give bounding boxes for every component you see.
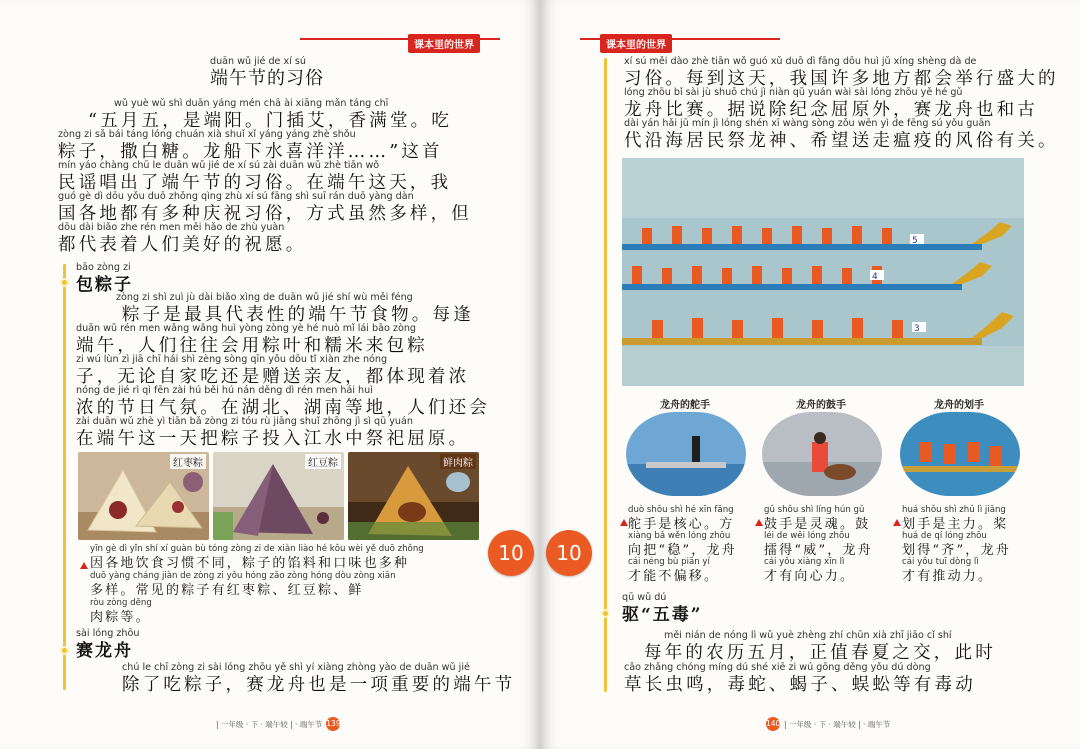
- intro-line: wǔ yuè wǔ shì duān yáng mén chā ài xiāng mǎn táng chī “五月五，是端阳。门插艾，香满堂。吃: [88, 98, 453, 131]
- section-rule: [63, 264, 66, 690]
- section-dot: [601, 609, 610, 618]
- intro-line: mín yáo chàng chū le duān wǔ jié de xí sú zài duān wǔ zhè tiān wǒ 民谣唱出了端午节的习俗。在端午这天，我: [58, 160, 452, 193]
- section-heading-zongzi: bāo zòng zi 包粽子: [76, 262, 133, 295]
- wudu-line: měi nián de nóng lì wǔ yuè zhèng zhí chūn xià zhī jiāo cǐ shí 每年的农历五月，正值春夏之交，此时: [644, 630, 996, 663]
- body-line: dài yán hǎi jū mín jì lóng shén xī wàng sòng zǒu wēn yì de fēng sú yǒu guān 代沿海居民祭龙神、希望送走瘟疫的风俗有关。: [624, 118, 1059, 151]
- dragon-line: chú le chī zòng zi sài lóng zhōu yě shì yí xiàng zhòng yào de duān wǔ jié 除了吃粽子，赛龙舟也是一项重要的端午节: [122, 662, 516, 695]
- page-footer: 140 | 一年级 · 下 · 端午较 | · 端午节: [766, 717, 890, 731]
- body-line: xí sú měi dào zhè tiān wǒ guó xǔ duō dì fāng dōu huì jǔ xíng shèng dà de 习俗。每到这天，我国许多地方都会举行盛大的: [624, 56, 1059, 89]
- caption-drummer: 龙舟的鼓手: [796, 400, 846, 411]
- caption-rowers: 龙舟的划手: [934, 400, 984, 411]
- page-number: 140: [766, 717, 780, 731]
- page-number: 139: [326, 717, 340, 731]
- page-badge: 10: [546, 530, 592, 576]
- section-tag: 课本里的世界: [408, 34, 480, 53]
- caption-steersman: 龙舟的舵手: [660, 400, 710, 411]
- section-heading-wudu: qū wǔ dú 驱“五毒”: [622, 592, 703, 625]
- intro-line: zòng zi sǎ bái táng lóng chuán xià shuǐ xǐ yáng yáng zhè shǒu 粽子，撒白糖。龙船下水喜洋洋……”这首: [58, 129, 443, 162]
- photo-red-date-zongzi: [78, 452, 209, 540]
- zongzi-line: zài duān wǔ zhè yì tiān bǎ zòng zi tóu rù jiāng shuǐ zhōng jì sì qū yuán 在端午这一天把粽子投入江水中祭祀屈原。: [76, 416, 470, 449]
- wudu-line: cǎo zhǎng chóng míng dú shé xiē zi wú gōng děng yǒu dú dòng 草长虫鸣，毒蛇、蝎子、蜈蚣等有毒动: [624, 662, 976, 695]
- photo-drummer: [762, 412, 882, 496]
- section-dot: [60, 646, 69, 655]
- intro-line: dōu dài biǎo zhe rén men měi hǎo de zhù yuàn 都代表着人们美好的祝愿。: [58, 222, 307, 255]
- photo-label: 红枣粽: [170, 454, 206, 469]
- page-footer: | 一年级 · 下 · 端午较 | · 端午节 139: [216, 717, 340, 731]
- zongzi-line: nóng de jié rì qì fēn zài hú běi hú nán děng dì rén men hái huì 浓的节日气氛。在湖北、湖南等地，人们还会: [76, 385, 490, 418]
- section-heading-dragon-boat: sài lóng zhōu 赛龙舟: [76, 628, 140, 661]
- photo-rowers: [900, 412, 1020, 496]
- zongzi-line: zi wú lùn zì jiā chī hái shì zèng sòng qīn yǒu dōu tǐ xiàn zhe nóng 子，无论自家吃还是赠送亲友，都体现着浓: [76, 354, 470, 387]
- dragon-boat-race-photo: [622, 158, 1024, 386]
- note-marker: [620, 519, 628, 526]
- note-marker: [80, 562, 88, 569]
- note-marker: [893, 519, 901, 526]
- boat-number-5: 5: [912, 236, 918, 246]
- note-line: duō yàng cháng jiàn de zòng zi yǒu hóng zǎo zòng hóng dòu zòng xiān 多样。常见的粽子有红枣粽、红豆粽、鲜: [90, 571, 396, 598]
- section-dot: [60, 278, 69, 287]
- body-line: lóng zhōu bǐ sài jù shuō chú jì niàn qū yuán wài sài lóng zhōu yě hé gǔ 龙舟比赛。据说除纪念屈原外，赛龙舟也和古: [624, 87, 1038, 120]
- page-badge: 10: [488, 530, 534, 576]
- photo-red-bean-zongzi: [213, 452, 344, 540]
- note-line: yīn gè dì yǐn shí xí guàn bù tóng zòng zi de xiàn liào hé kǒu wèi yě duō zhǒng 因各地饮食习惯不同，粽子的馅料和口味也多种: [90, 544, 424, 571]
- section-rule: [604, 58, 607, 692]
- boat-number-4: 4: [872, 272, 878, 282]
- zongzi-line: duān wǔ rén men wǎng wǎng huì yòng zòng yè hé nuò mǐ lái bāo zòng 端午，人们往往会用粽叶和糯米来包粽: [76, 323, 428, 356]
- photo-meat-zongzi: [348, 452, 479, 540]
- photo-label: 鲜肉粽: [440, 454, 476, 469]
- note-line: ròu zòng děng 肉粽等。: [90, 598, 152, 625]
- right-page: 课本里的世界 xí sú měi dào zhè tiān wǒ guó xǔ duō dì fāng dōu huì jǔ xíng shèng dà de 习俗。每到这天，我国许多地方都会举行盛大的 lóng zhōu bǐ sài jù shuō chú jì niàn qū yuán wài sài lóng zhōu yě hé gǔ 龙舟比赛。据说除纪念屈原外，赛龙舟也和古 dài yán hǎi jū mín jì lóng shén xī wàng sòng zǒu wēn yì de fēng sú yǒu guān 代沿海居民祭龙神、希望送走瘟疫的风俗有关。 5 4 3 龙舟的舵手 龙舟的鼓手 龙舟的划手 duò shǒu shì hé xīn fāng 舵手是核心。方 xiàng bǎ wěn lóng zhōu 向把“稳”，龙舟 cái néng bù piān yí 才能不偏移。 gǔ shǒu shì líng hún gǔ 鼓手是灵魂。鼓 léi de wēi lóng zhōu 擂得“威”，龙舟 cái yǒu xiàng xīn lì 才有向心力。 huá shǒu shì zhǔ lì jiǎng 划手是主力。桨 huá de qí lóng zhōu 划得“齐”，龙舟 cái yǒu tuī dòng lì 才有推动力。 qū wǔ dú 驱“五毒” měi nián de nóng lì wǔ yuè zhèng zhí chūn xià zhī jiāo cǐ shí 每年的农历五月，正值春夏之交，此时 cǎo zhǎng chóng míng dú shé xiē zi wú gōng děng yǒu dú dòng 草长虫鸣，毒蛇、蝎子、蜈蚣等有毒动 10 140 | 一年级 · 下 · 端午较 | · 端午节: [540, 0, 1080, 749]
- photo-label: 红豆粽: [305, 454, 341, 469]
- note-marker: [755, 519, 763, 526]
- zongzi-line: zòng zi shì zuì jù dài biǎo xìng de duān wǔ jié shí wù měi féng 粽子是最具代表性的端午节食物。每逢: [116, 292, 474, 325]
- article-title: duān wǔ jié de xí sú 端午节的习俗: [210, 56, 324, 89]
- boat-number-3: 3: [914, 324, 920, 334]
- intro-line: guó gè dì dōu yǒu duō zhǒng qìng zhù xí sú fāng shì suī rán duō yàng dàn 国各地都有多种庆祝习俗，方式虽然多样，但: [58, 191, 472, 224]
- photo-steersman: [626, 412, 746, 496]
- section-tag: 课本里的世界: [600, 34, 672, 53]
